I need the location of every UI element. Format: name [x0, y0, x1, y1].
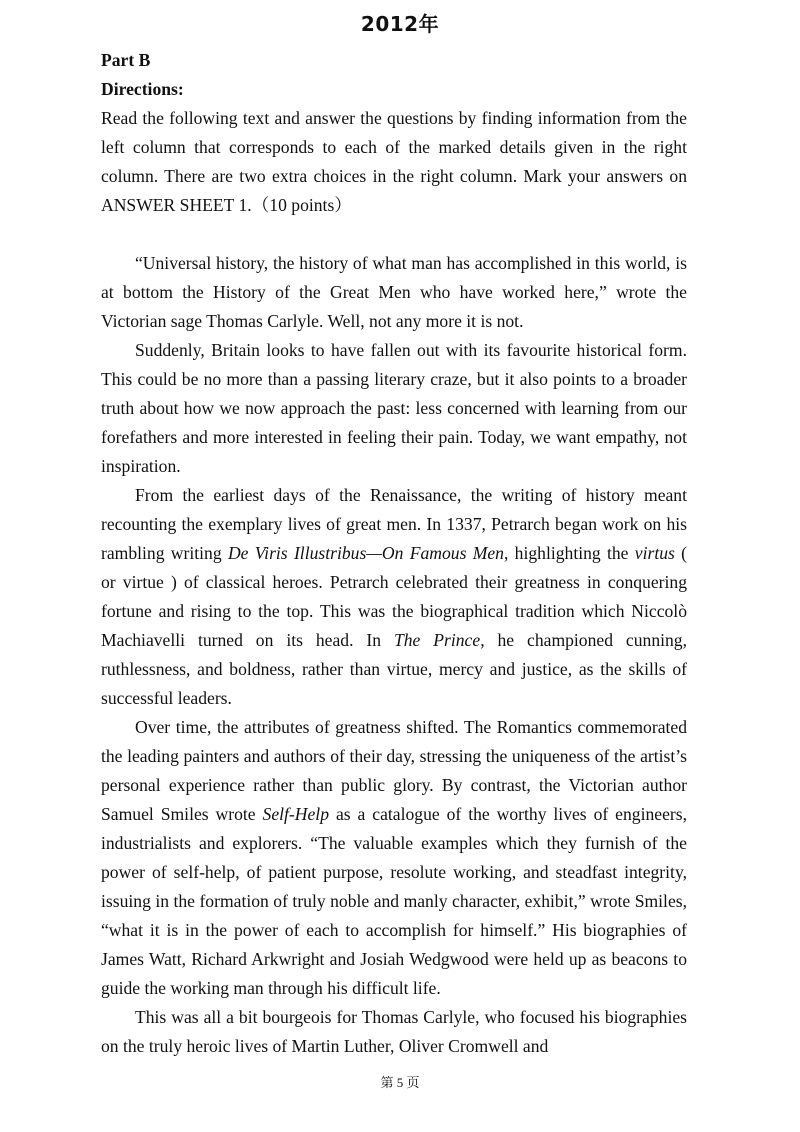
paragraph-3-text-b: , highlighting the [503, 543, 635, 563]
directions-text: Read the following text and answer the questions by finding information from the left column that corresponds to each of the marked details given in the right column. There are two extra choices in the right column. Mark your answers on ANSWER SHEET 1.（10 points） [101, 108, 687, 215]
paragraph-3 [101, 481, 687, 713]
book-title-de-viris: De Viris Illustribus—On Famous Men [227, 543, 504, 563]
part-label: Part B [101, 50, 151, 70]
paragraph-4-text-a: Over time, the attributes of greatness shifted. The Romantics commemorated the leading painters and authors of their day, stressing the uniqueness of the artist’s personal experience rather than public glory. By contrast, the Victorian author Samuel Smiles wrote [101, 717, 687, 824]
paragraph-3-text-c: ( or virtue ) of classical heroes. Petrarch celebrated their greatness in conquering fortune and rising to the top. This was the biographical tradition which Niccolò Machiavelli turned on its head. In [101, 543, 688, 650]
year-heading: 2012年 [360, 12, 440, 36]
book-title-the-prince: The Prince [393, 630, 481, 650]
paragraph-3-text-d: , he championed cunning, ruthlessness, and boldness, rather than virtue, mercy and justice, as the skills of successful leaders. [101, 630, 688, 708]
passage [101, 249, 687, 1061]
term-virtus: virtus [634, 543, 675, 563]
paragraph-4 [101, 713, 687, 1003]
paragraph-1: “Universal history, the history of what man has accomplished in this world, is at bottom the History of the Great Men who have worked here,” wrote the Victorian sage Thomas Carlyle. Well, not any more it is not. [101, 253, 687, 331]
page-number: 第 5 页 [380, 1075, 420, 1090]
paragraph-4-text-b: as a catalogue of the worthy lives of engineers, industrialists and explorers. “The valuable examples which they furnish of the power of self-help, of patient purpose, resolute working, and steadfast integrity, issuing in the formation of truly noble and manly character, exhibit,” wrote Smiles, “what it is in the power of each to accomplish for himself.” His biographies of James Watt, Richard Arkwright and Josiah Wedgwood were held up as beacons to guide the working man through his difficult life. [101, 804, 687, 998]
paragraph-3-text-a: From the earliest days of the Renaissance, the writing of history meant recounting the exemplary lives of great men. In 1337, Petrarch began work on his rambling writing [101, 485, 687, 563]
paragraph-2: Suddenly, Britain looks to have fallen out with its favourite historical form. This could be no more than a passing literary craze, but it also points to a broader truth about how we now approach the past: less concerned with learning from our forefathers and more interested in feeling their pain. Today, we want empathy, not inspiration. [101, 340, 687, 476]
paragraph-5: This was all a bit bourgeois for Thomas Carlyle, who focused his biographies on the truly heroic lives of Martin Luther, Oliver Cromwell and [101, 1007, 687, 1056]
directions-label: Directions: [101, 79, 184, 99]
content-area [101, 46, 687, 1061]
book-title-self-help: Self-Help [262, 804, 329, 824]
